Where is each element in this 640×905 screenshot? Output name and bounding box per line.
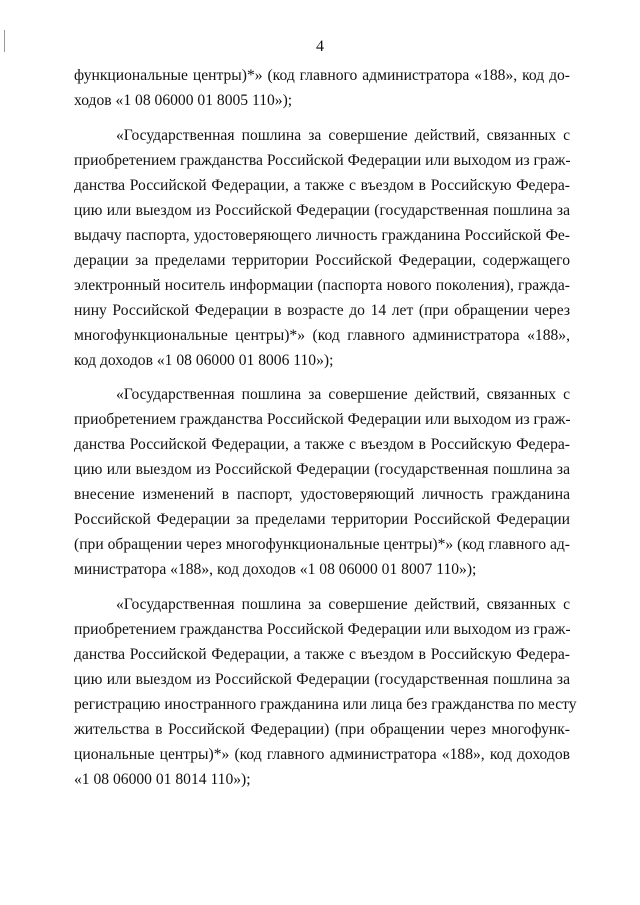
text-line: регистрацию иностранного гражданина или лица без гражданства по месту — [74, 696, 577, 713]
text-line: цию или выездом из Российской Федерации (государственная пошлина за — [74, 202, 570, 219]
page-number: 4 — [316, 38, 324, 55]
text-line: циональные центры)*» (код главного администратора «188», код доходов — [74, 746, 570, 763]
text-line: приобретением гражданства Российской Федерации или выходом из граж- — [74, 152, 571, 169]
text-line: жительства в Российской Федерации) (при обращении через многофунк- — [74, 721, 570, 738]
text-line: цию или выездом из Российской Федерации (государственная пошлина за — [74, 461, 570, 478]
text-line: «Государственная пошлина за совершение действий, связанных с — [116, 127, 570, 144]
text-line: «Государственная пошлина за совершение действий, связанных с — [116, 386, 570, 403]
text-line: цию или выездом из Российской Федерации (государственная пошлина за — [74, 671, 570, 688]
text-line: дерации за пределами территории Российской Федерации, содержащего — [74, 252, 570, 269]
text-line: «Государственная пошлина за совершение действий, связанных с — [116, 596, 570, 613]
text-line: данства Российской Федерации, а также с въездом в Российскую Федера- — [74, 646, 570, 663]
text-line: ходов «1 08 06000 01 8005 110»); — [74, 92, 293, 109]
text-line: Российской Федерации за пределами территории Российской Федерации — [74, 511, 570, 528]
text-line: приобретением гражданства Российской Федерации или выходом из граж- — [74, 621, 571, 638]
text-line: код доходов «1 08 06000 01 8006 110»); — [74, 352, 334, 369]
text-line: нину Российской Федерации в возрасте до 14 лет (при обращении через — [74, 302, 570, 319]
text-line: внесение изменений в паспорт, удостоверяющий личность гражданина — [74, 486, 570, 503]
text-line: функциональные центры)*» (код главного администратора «188», код до- — [74, 67, 570, 84]
text-line: (при обращении через многофункциональные центры)*» (код главного ад- — [74, 536, 570, 553]
text-line: данства Российской Федерации, а также с въездом в Российскую Федера- — [74, 177, 570, 194]
text-line: многофункциональные центры)*» (код главного администратора «188», — [74, 327, 570, 344]
text-line: данства Российской Федерации, а также с въездом в Российскую Федера- — [74, 436, 570, 453]
text-line: министратора «188», код доходов «1 08 06000 01 8007 110»); — [74, 561, 477, 578]
text-line: приобретением гражданства Российской Федерации или выходом из граж- — [74, 411, 571, 428]
text-line: электронный носитель информации (паспорта нового поколения), гражда- — [74, 277, 570, 294]
text-line: выдачу паспорта, удостоверяющего личность гражданина Российской Фе- — [74, 227, 570, 244]
text-line: «1 08 06000 01 8014 110»); — [74, 771, 251, 788]
